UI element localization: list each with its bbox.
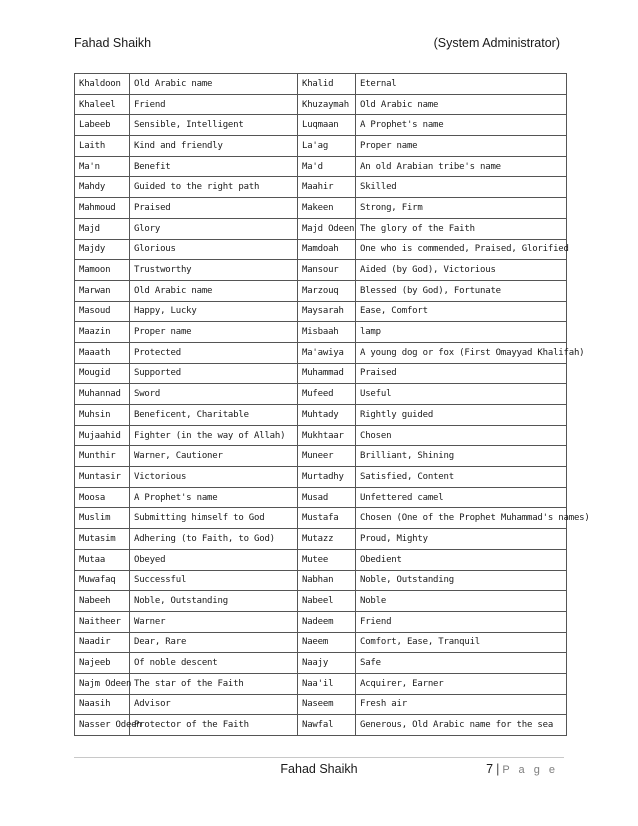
meaning-cell: The star of the Faith	[130, 673, 298, 694]
page-number: 7	[486, 762, 494, 776]
meaning-cell: Sword	[130, 384, 298, 405]
table-row	[75, 508, 567, 529]
meaning-cell: Chosen (One of the Prophet Muhammad's names)	[356, 508, 567, 529]
name-cell: Muhannad	[75, 384, 130, 405]
name-cell: Mamdoah	[298, 239, 356, 260]
name-cell: Mamoon	[75, 260, 130, 281]
meaning-cell: Glorious	[130, 239, 298, 260]
meaning-cell: Dear, Rare	[130, 632, 298, 653]
name-cell: Muslim	[75, 508, 130, 529]
table-row	[75, 156, 567, 177]
meaning-cell: Comfort, Ease, Tranquil	[356, 632, 567, 653]
meaning-cell: Guided to the right path	[130, 177, 298, 198]
table-row	[75, 405, 567, 426]
name-cell: Mutazz	[298, 529, 356, 550]
meaning-cell: Blessed (by God), Fortunate	[356, 280, 567, 301]
meaning-cell: Satisfied, Content	[356, 467, 567, 488]
meaning-cell: Proper name	[130, 322, 298, 343]
name-cell: Masoud	[75, 301, 130, 322]
name-cell: Maaath	[75, 342, 130, 363]
table-row	[75, 529, 567, 550]
name-cell: Musad	[298, 487, 356, 508]
table-row	[75, 425, 567, 446]
name-cell: Mougid	[75, 363, 130, 384]
name-cell: Marzouq	[298, 280, 356, 301]
table-row	[75, 446, 567, 467]
name-cell: Maazin	[75, 322, 130, 343]
meaning-cell: Obeyed	[130, 549, 298, 570]
name-cell: Majd Odeen	[298, 218, 356, 239]
meaning-cell: Benefit	[130, 156, 298, 177]
name-cell: Naadir	[75, 632, 130, 653]
name-cell: Muhammad	[298, 363, 356, 384]
meaning-cell: Fresh air	[356, 694, 567, 715]
table-row	[75, 280, 567, 301]
meaning-cell: Ease, Comfort	[356, 301, 567, 322]
name-cell: Mujaahid	[75, 425, 130, 446]
page-header	[74, 36, 564, 54]
name-cell: Nabhan	[298, 570, 356, 591]
name-cell: Moosa	[75, 487, 130, 508]
meaning-cell: Rightly guided	[356, 405, 567, 426]
name-cell: Mutee	[298, 549, 356, 570]
table-row	[75, 570, 567, 591]
table-row	[75, 694, 567, 715]
name-cell: Muneer	[298, 446, 356, 467]
name-cell: Mufeed	[298, 384, 356, 405]
name-cell: Najeeb	[75, 653, 130, 674]
name-cell: Khalid	[298, 74, 356, 95]
meaning-cell: Beneficent, Charitable	[130, 405, 298, 426]
name-cell: Mustafa	[298, 508, 356, 529]
table-row	[75, 487, 567, 508]
meaning-cell: Old Arabic name	[130, 74, 298, 95]
meaning-cell: Eternal	[356, 74, 567, 95]
meaning-cell: Safe	[356, 653, 567, 674]
page-footer	[74, 762, 564, 778]
table-row	[75, 363, 567, 384]
name-cell: Ma'n	[75, 156, 130, 177]
meaning-cell: Glory	[130, 218, 298, 239]
meaning-cell: The glory of the Faith	[356, 218, 567, 239]
name-cell: Nadeem	[298, 611, 356, 632]
page-number-block	[486, 762, 558, 776]
meaning-cell: Protector of the Faith	[130, 715, 298, 736]
meaning-cell: Praised	[356, 363, 567, 384]
table-row	[75, 115, 567, 136]
table-row	[75, 74, 567, 95]
table-row	[75, 322, 567, 343]
name-cell: Laith	[75, 136, 130, 157]
meaning-cell: Chosen	[356, 425, 567, 446]
table-row	[75, 673, 567, 694]
table-row	[75, 653, 567, 674]
meaning-cell: Noble, Outstanding	[130, 591, 298, 612]
meaning-cell: A young dog or fox (First Omayyad Khalifah)	[356, 342, 567, 363]
name-cell: Najm Odeen	[75, 673, 130, 694]
page-separator: |	[496, 762, 500, 776]
meaning-cell: Trustworthy	[130, 260, 298, 281]
table-row	[75, 177, 567, 198]
table-row	[75, 632, 567, 653]
meaning-cell: Kind and friendly	[130, 136, 298, 157]
name-cell: Mutaa	[75, 549, 130, 570]
meaning-cell: Unfettered camel	[356, 487, 567, 508]
meaning-cell: Old Arabic name	[130, 280, 298, 301]
meaning-cell: Friend	[130, 94, 298, 115]
meaning-cell: Successful	[130, 570, 298, 591]
meaning-cell: Obedient	[356, 549, 567, 570]
name-cell: Muhsin	[75, 405, 130, 426]
table-row	[75, 715, 567, 736]
name-cell: Khaldoon	[75, 74, 130, 95]
table-row	[75, 239, 567, 260]
name-cell: Muwafaq	[75, 570, 130, 591]
name-cell: Murtadhy	[298, 467, 356, 488]
name-cell: Naseem	[298, 694, 356, 715]
meaning-cell: One who is commended, Praised, Glorified	[356, 239, 567, 260]
table-row	[75, 260, 567, 281]
meaning-cell: Brilliant, Shining	[356, 446, 567, 467]
meaning-cell: Noble	[356, 591, 567, 612]
table-row	[75, 94, 567, 115]
meaning-cell: Generous, Old Arabic name for the sea	[356, 715, 567, 736]
meaning-cell: A Prophet's name	[130, 487, 298, 508]
header-author: Fahad Shaikh	[74, 36, 152, 50]
footer-author: Fahad Shaikh	[280, 762, 358, 776]
meaning-cell: Skilled	[356, 177, 567, 198]
name-cell: Naeem	[298, 632, 356, 653]
meaning-cell: Supported	[130, 363, 298, 384]
meaning-cell: Proper name	[356, 136, 567, 157]
meaning-cell: Happy, Lucky	[130, 301, 298, 322]
name-cell: Maahir	[298, 177, 356, 198]
name-cell: Mukhtaar	[298, 425, 356, 446]
name-cell: Nabeeh	[75, 591, 130, 612]
page-label: P a g e	[502, 764, 558, 776]
meaning-cell: A Prophet's name	[356, 115, 567, 136]
names-table-body	[75, 74, 590, 736]
meaning-cell: Friend	[356, 611, 567, 632]
meaning-cell: Fighter (in the way of Allah)	[130, 425, 298, 446]
name-cell: Naajy	[298, 653, 356, 674]
meaning-cell: Warner	[130, 611, 298, 632]
meaning-cell: Of noble descent	[130, 653, 298, 674]
meaning-cell: Strong, Firm	[356, 198, 567, 219]
table-row	[75, 301, 567, 322]
table-row	[75, 467, 567, 488]
name-cell: Naitheer	[75, 611, 130, 632]
table-row	[75, 611, 567, 632]
name-cell: Misbaah	[298, 322, 356, 343]
name-cell: Muntasir	[75, 467, 130, 488]
meaning-cell: Advisor	[130, 694, 298, 715]
name-cell: Maysarah	[298, 301, 356, 322]
table-row	[75, 136, 567, 157]
name-cell: Naasih	[75, 694, 130, 715]
meaning-cell: Victorious	[130, 467, 298, 488]
table-row	[75, 198, 567, 219]
meaning-cell: Aided (by God), Victorious	[356, 260, 567, 281]
name-cell: Marwan	[75, 280, 130, 301]
meaning-cell: Noble, Outstanding	[356, 570, 567, 591]
meaning-cell: Useful	[356, 384, 567, 405]
footer-divider	[74, 757, 564, 758]
meaning-cell: Sensible, Intelligent	[130, 115, 298, 136]
name-cell: Muhtady	[298, 405, 356, 426]
name-cell: La'ag	[298, 136, 356, 157]
meaning-cell: Warner, Cautioner	[130, 446, 298, 467]
table-row	[75, 591, 567, 612]
name-cell: Majdy	[75, 239, 130, 260]
name-cell: Mahmoud	[75, 198, 130, 219]
name-cell: Khuzaymah	[298, 94, 356, 115]
name-cell: Munthir	[75, 446, 130, 467]
table-row	[75, 342, 567, 363]
names-table	[74, 73, 590, 736]
meaning-cell: Protected	[130, 342, 298, 363]
name-cell: Nabeel	[298, 591, 356, 612]
meaning-cell: Adhering (to Faith, to God)	[130, 529, 298, 550]
name-cell: Naa'il	[298, 673, 356, 694]
meaning-cell: Proud, Mighty	[356, 529, 567, 550]
name-cell: Makeen	[298, 198, 356, 219]
table-row	[75, 384, 567, 405]
table-row	[75, 218, 567, 239]
name-cell: Khaleel	[75, 94, 130, 115]
meaning-cell: Acquirer, Earner	[356, 673, 567, 694]
name-cell: Ma'awiya	[298, 342, 356, 363]
header-role: (System Administrator)	[433, 36, 560, 50]
meaning-cell: Praised	[130, 198, 298, 219]
meaning-cell: An old Arabian tribe's name	[356, 156, 567, 177]
meaning-cell: Old Arabic name	[356, 94, 567, 115]
table-row	[75, 549, 567, 570]
name-cell: Majd	[75, 218, 130, 239]
name-cell: Nasser Odeen	[75, 715, 130, 736]
name-cell: Mutasim	[75, 529, 130, 550]
meaning-cell: lamp	[356, 322, 567, 343]
name-cell: Nawfal	[298, 715, 356, 736]
name-cell: Luqmaan	[298, 115, 356, 136]
name-cell: Ma'd	[298, 156, 356, 177]
name-cell: Mahdy	[75, 177, 130, 198]
name-cell: Mansour	[298, 260, 356, 281]
meaning-cell: Submitting himself to God	[130, 508, 298, 529]
name-cell: Labeeb	[75, 115, 130, 136]
